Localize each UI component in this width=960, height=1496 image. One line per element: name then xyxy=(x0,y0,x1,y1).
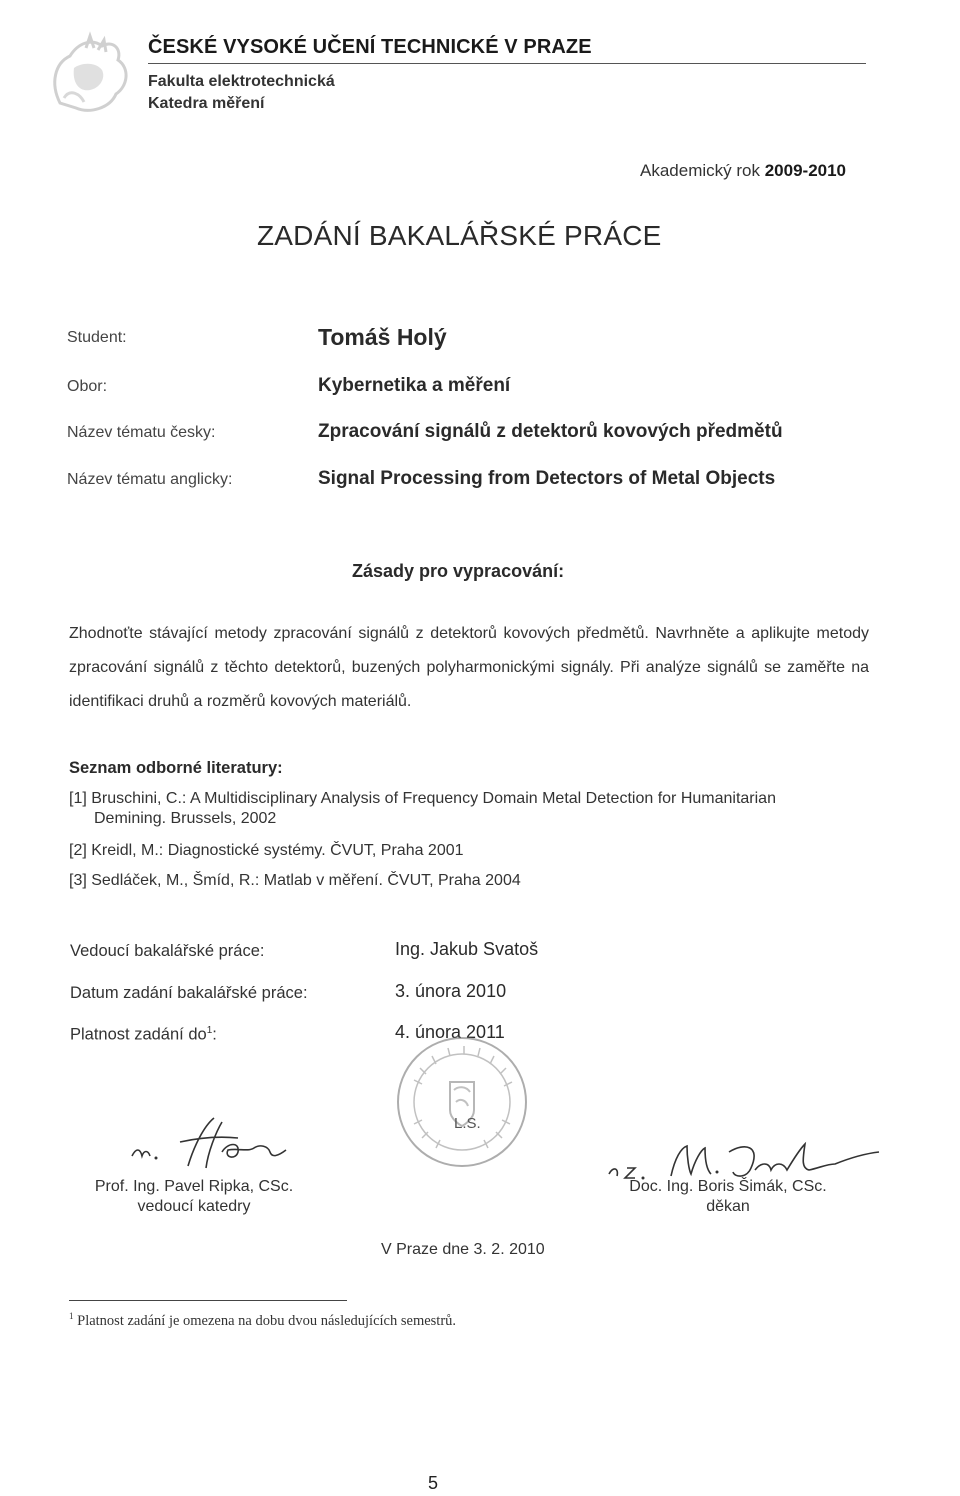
academic-year-value: 2009-2010 xyxy=(764,161,847,180)
footnote-ref: 1 xyxy=(206,1025,213,1036)
department-name: Katedra měření xyxy=(148,95,265,112)
stamp-ls-mark: L.S. xyxy=(454,1115,481,1132)
topic-en-label: Název tématu anglicky: xyxy=(67,471,233,488)
field-label: Obor: xyxy=(67,378,108,395)
university-name: ČESKÉ VYSOKÉ UČENÍ TECHNICKÉ V PRAZE xyxy=(148,36,592,58)
literature-item: [3] Sedláček, M., Šmíd, R.: Matlab v měření. ČVUT, Praha 2004 xyxy=(69,872,521,889)
literature-item: Demining. Brussels, 2002 xyxy=(94,810,277,827)
guidelines-text: Zhodnoťte stávající metody zpracování signálů z detektorů kovových předmětů. Navrhněte a aplikujte metody zpracování signálů z těchto detektorů, buzených polyharmonickými signály. Při analýze signálů se zaměřte na identifikaci druhů a rozměrů kovových materiálů. xyxy=(69,625,869,710)
validity-label xyxy=(70,1025,217,1045)
validity-value: 4. února 2011 xyxy=(395,1022,505,1042)
assigned-date-label: Datum zadání bakalářské práce: xyxy=(70,984,308,1002)
topic-cz-label: Název tématu česky: xyxy=(67,424,216,441)
literature-heading: Seznam odborné literatury: xyxy=(69,759,283,777)
official-stamp xyxy=(392,1032,532,1172)
left-signatory-name: Prof. Ing. Pavel Ripka, CSc. xyxy=(94,1178,294,1195)
page-title: ZADÁNÍ BAKALÁŘSKÉ PRÁCE xyxy=(257,220,662,251)
supervisor-label: Vedoucí bakalářské práce: xyxy=(70,942,265,960)
literature-item: [2] Kreidl, M.: Diagnostické systémy. ČVUT, Praha 2001 xyxy=(69,842,464,859)
field-value: Kybernetika a měření xyxy=(318,375,511,396)
university-lion-logo xyxy=(40,28,140,118)
supervisor-value: Ing. Jakub Svatoš xyxy=(395,939,539,959)
left-signature xyxy=(118,1112,298,1172)
validity-label-text: Platnost zadání do xyxy=(70,1025,207,1044)
student-label: Student: xyxy=(67,329,127,346)
academic-year-label: Akademický rok xyxy=(640,161,760,180)
right-signatory-role: děkan xyxy=(706,1198,750,1215)
footnote-number: 1 xyxy=(69,1311,74,1321)
assigned-date-value: 3. února 2010 xyxy=(395,981,507,1001)
footnote-text: Platnost zadání je omezena na dobu dvou následujících semestrů. xyxy=(77,1312,457,1329)
page-number: 5 xyxy=(428,1473,439,1493)
student-value: Tomáš Holý xyxy=(318,324,447,350)
faculty-name: Fakulta elektrotechnická xyxy=(148,73,335,90)
guidelines-heading: Zásady pro vypracování: xyxy=(352,561,565,581)
academic-year xyxy=(640,161,846,181)
validity-colon: : xyxy=(212,1025,217,1044)
literature-item: [1] Bruschini, C.: A Multidisciplinary Analysis of Frequency Domain Metal Detection for Humanitarian xyxy=(69,790,776,807)
place-and-date: V Praze dne 3. 2. 2010 xyxy=(381,1241,545,1258)
right-signatory-name: Doc. Ing. Boris Šimák, CSc. xyxy=(629,1178,827,1195)
footnote-rule xyxy=(69,1300,347,1301)
topic-en-value: Signal Processing from Detectors of Metal Objects xyxy=(318,468,776,489)
footnote xyxy=(69,1311,456,1330)
topic-cz-value: Zpracování signálů z detektorů kovových předmětů xyxy=(318,421,783,442)
left-signatory-role: vedoucí katedry xyxy=(137,1198,251,1215)
header-rule xyxy=(148,63,866,64)
